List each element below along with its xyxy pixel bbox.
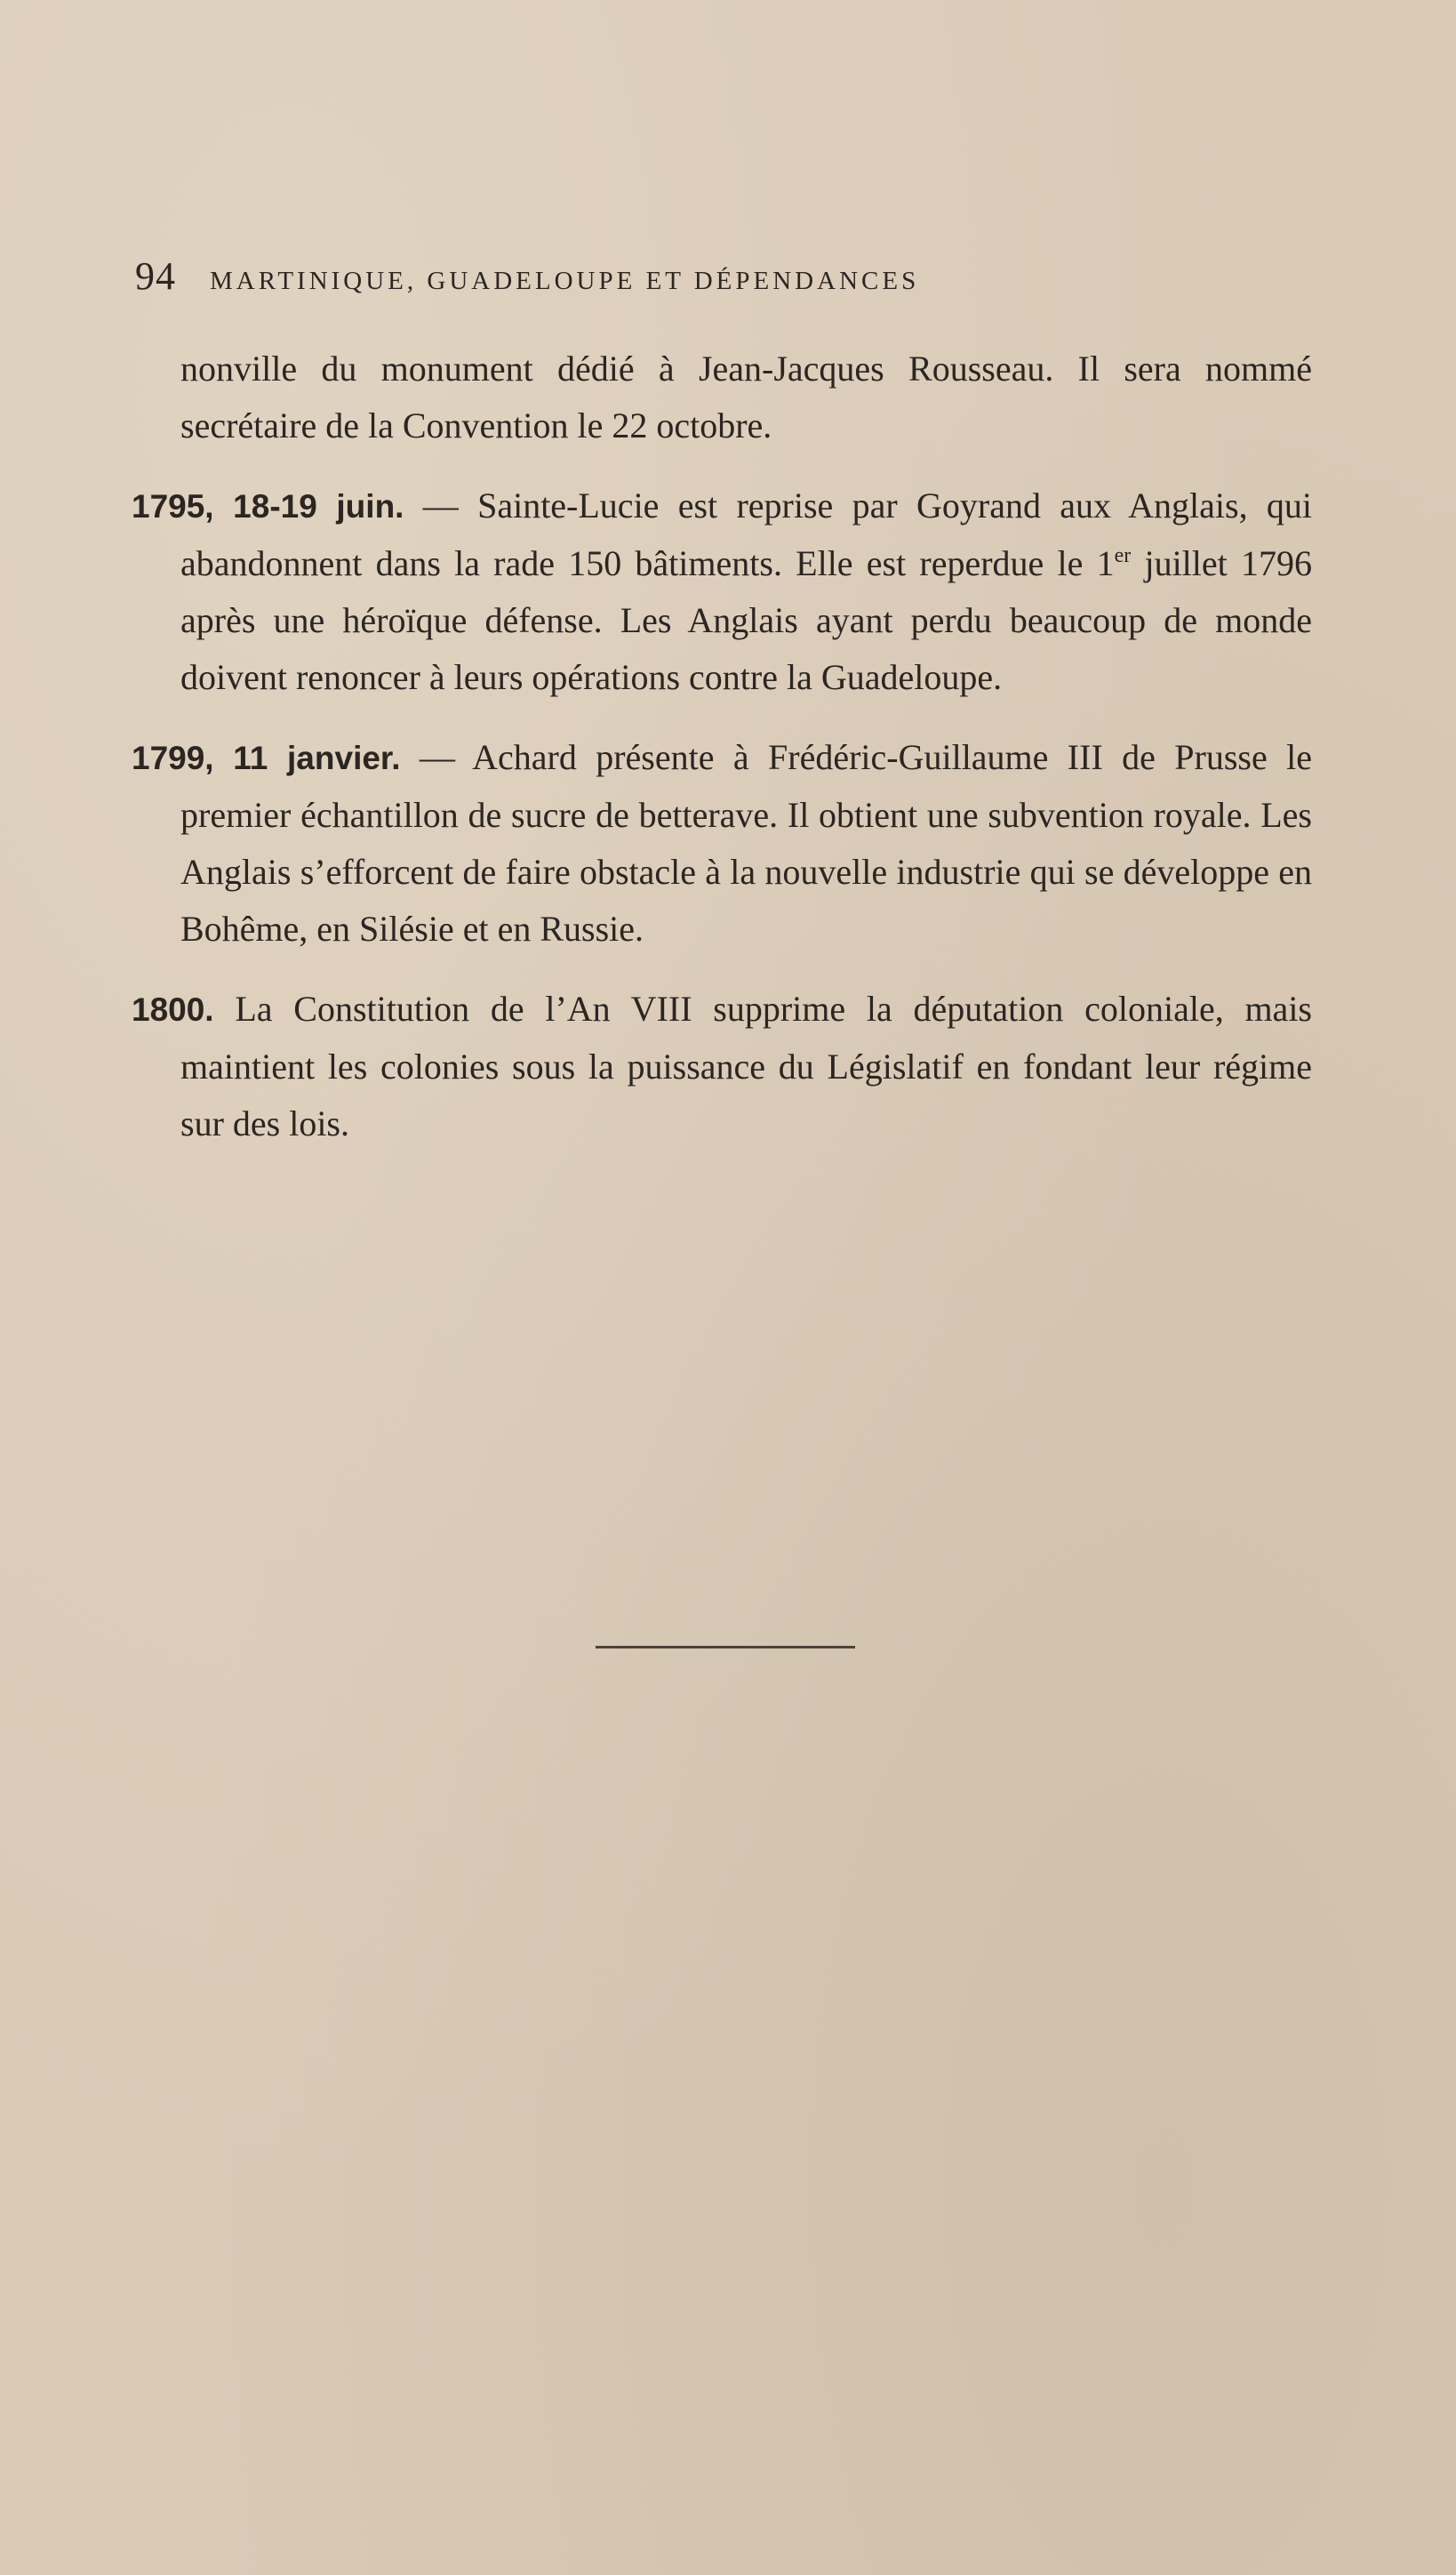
entry-date: 1795, 18-19 juin. <box>132 488 404 525</box>
chronology-text <box>132 341 1312 1152</box>
page-header <box>135 253 1308 298</box>
entry-text: — Achard présente à Frédéric-Guillaume III de Prusse le premier échantillon de sucre de betterave. Il obtient une subvention royale. Les Anglais s’efforcent de faire obstacle à la nouvelle industrie qui se développe en Bohême, en Silésie et en Russie. <box>180 737 1312 949</box>
ordinal-superscript: er <box>1114 544 1132 567</box>
continued-paragraph <box>132 341 1312 454</box>
entry-date: 1800. <box>132 991 214 1028</box>
running-title: MARTINIQUE, GUADELOUPE ET DÉPENDANCES <box>210 267 920 295</box>
entry-date: 1799, 11 janvier. <box>132 740 401 776</box>
entry-text: La Constitution de l’An VIII supprime la députation coloniale, mais maintient les colonies sous la puissance du Législatif en fondant leur régime sur des lois. <box>180 989 1312 1143</box>
chronology-entry-1795 <box>132 477 1312 706</box>
page-number: 94 <box>135 254 176 298</box>
end-of-section-rule <box>596 1646 855 1648</box>
chronology-entry-1799 <box>132 729 1312 958</box>
entry-text-continued: juillet 1796 après une héroïque défense. Les Anglais ayant perdu beaucoup de monde doivent renoncer à leurs opérations contre la Guadeloupe. <box>180 543 1312 697</box>
paragraph-text: nonville du monument dédié à Jean-Jacques Rousseau. Il sera nommé secrétaire de la Convention le 22 octobre. <box>180 349 1312 445</box>
entry-text: — Sainte-Lucie est reprise par Goyrand aux Anglais, qui abandonnent dans la rade 150 bâtiments. Elle est reperdue le 1 <box>180 485 1312 583</box>
chronology-entry-1800 <box>132 981 1312 1152</box>
